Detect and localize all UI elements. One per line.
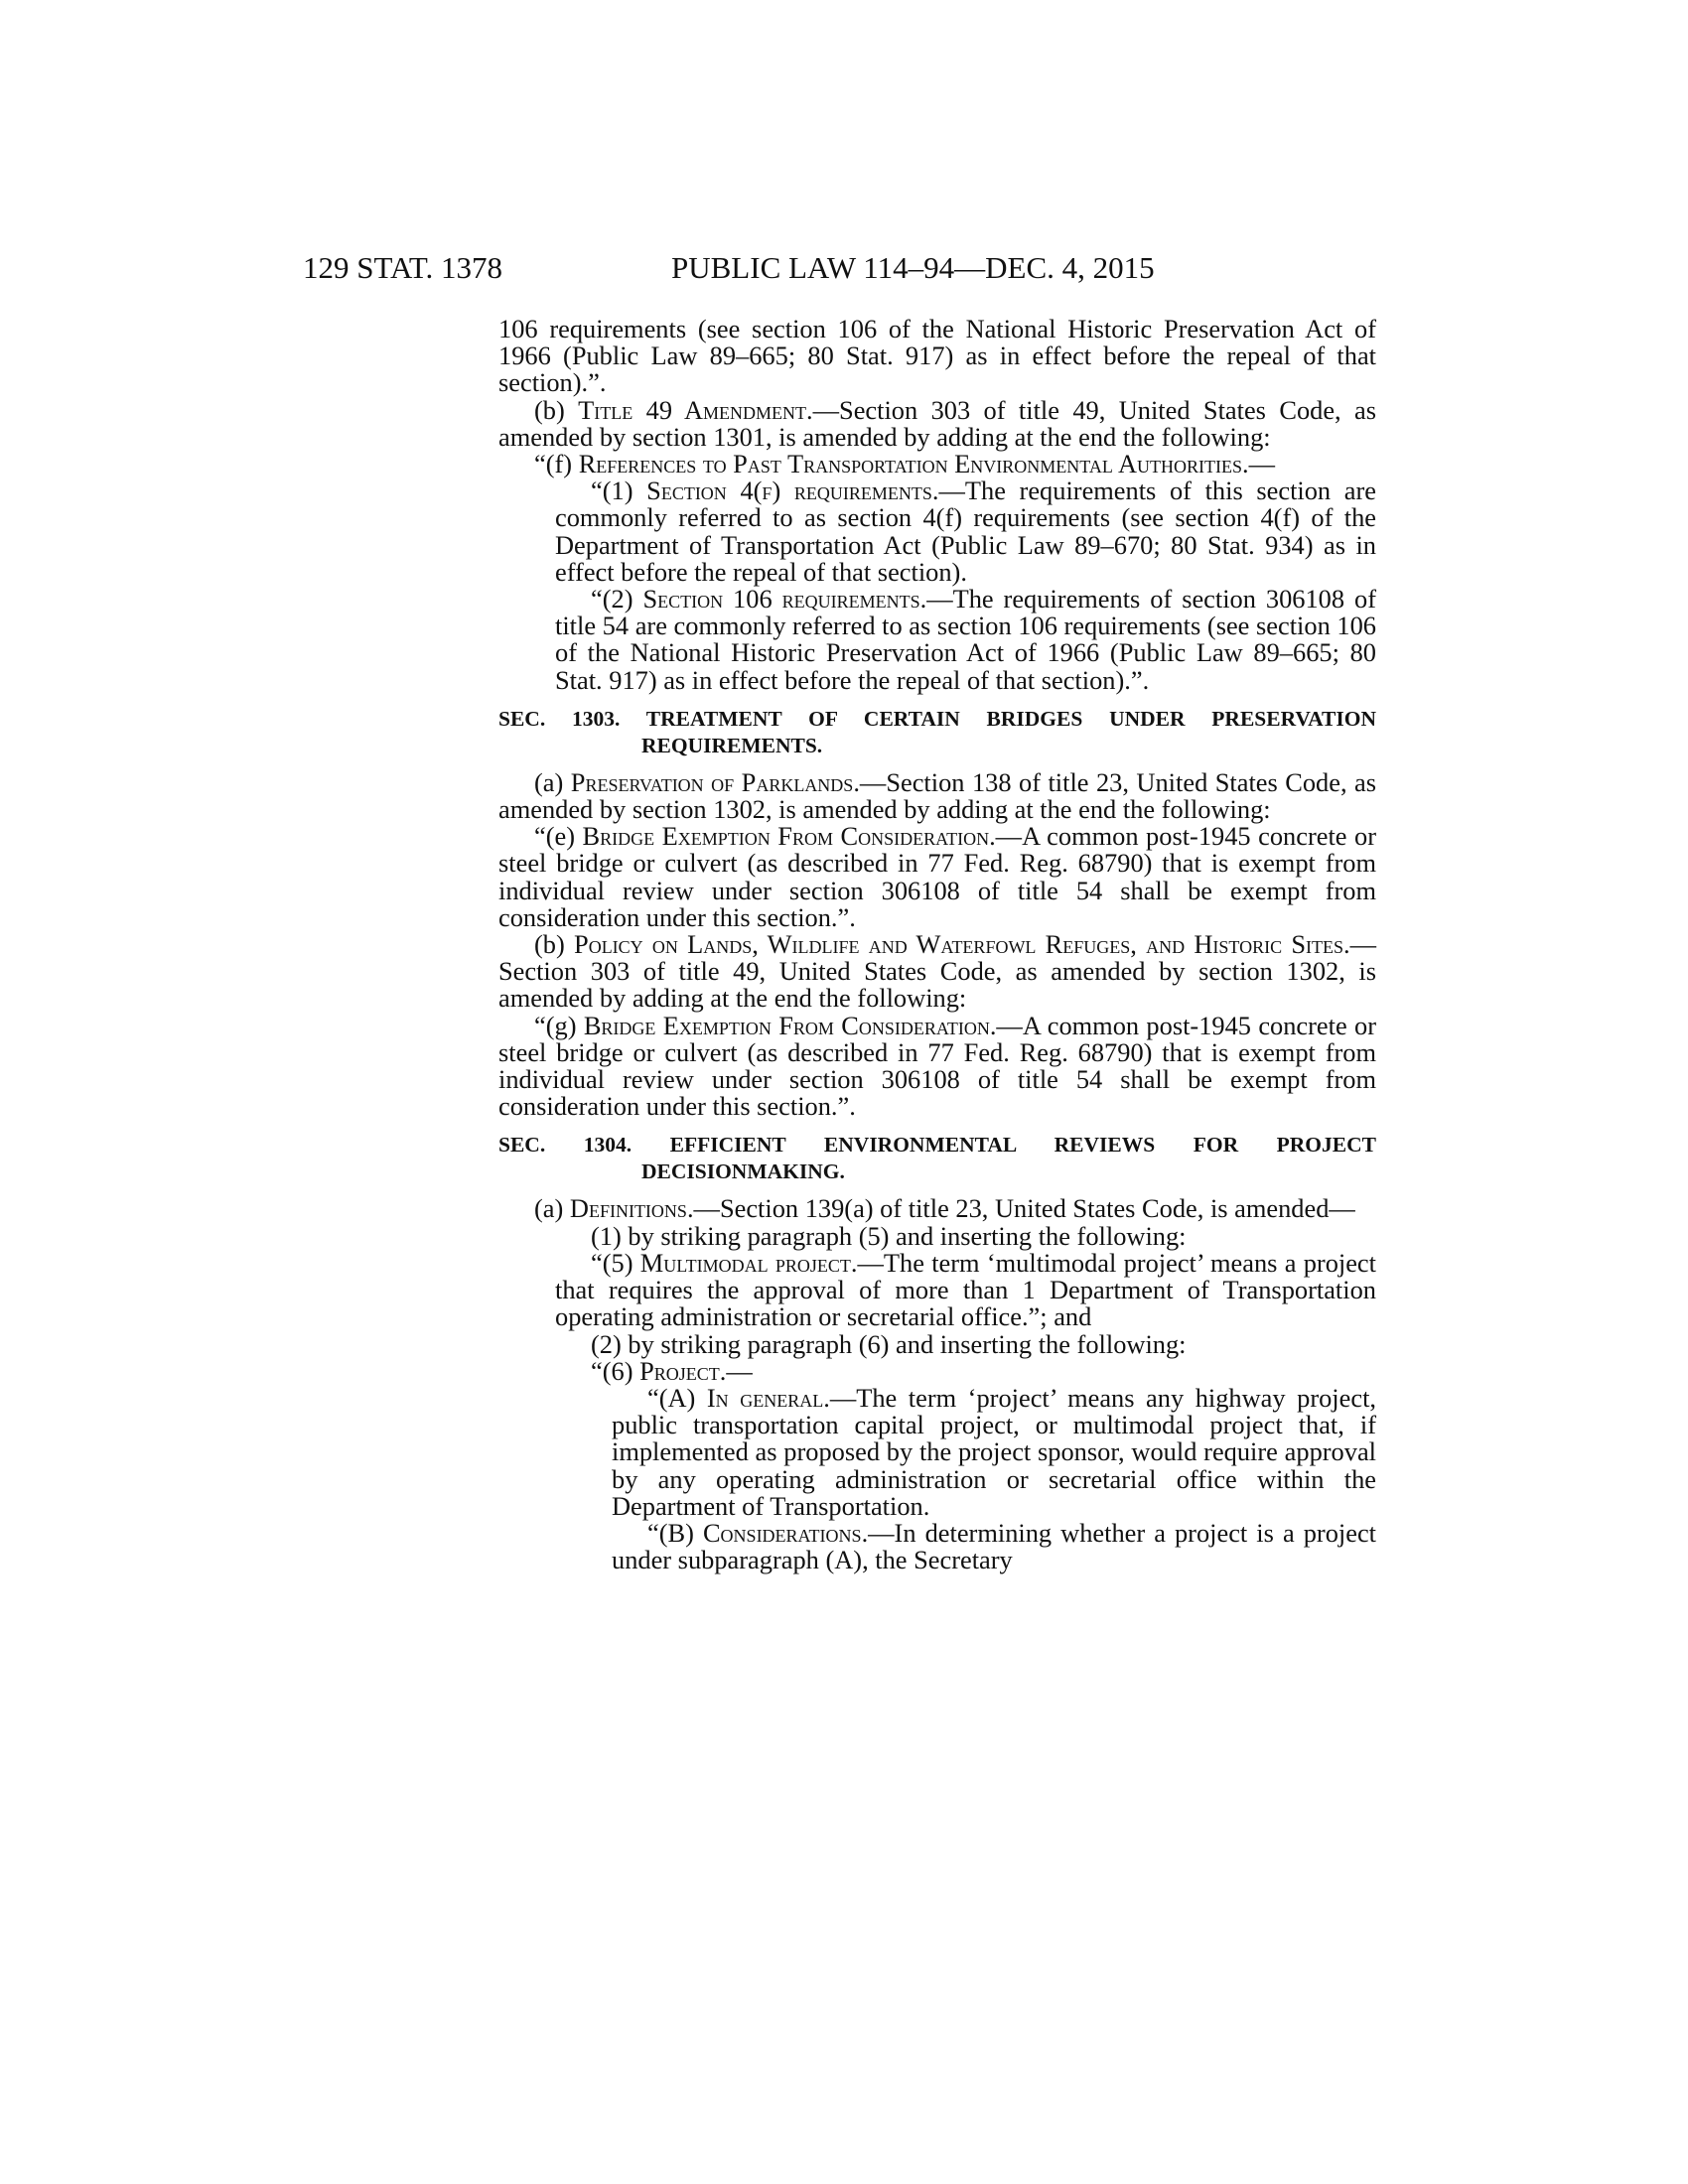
paragraph-b-policy-on-lands: (b) Policy on Lands, Wildlife and Waterfowl Refuges, and Historic Sites.—Section 303 of title 49, United States Code, as amended by section 1302, is amended by adding at the end the following: — [498, 929, 1376, 1014]
paragraph-b-title-49-amendment: (b) Title 49 Amendment.—Section 303 of title 49, United States Code, as amended by section 1301, is amended by adding at the end the following: — [498, 394, 1377, 452]
document-body — [498, 316, 1376, 1573]
section-1304-heading: SEC. 1304. EFFICIENT ENVIRONMENTAL REVIEWS FOR PROJECT DECISIONMAKING. — [498, 1133, 1376, 1184]
section-1303-heading: SEC. 1303. TREATMENT OF CERTAIN BRIDGES UNDER PRESERVATION REQUIREMENTS. — [498, 706, 1376, 757]
paragraph-g-bridge-exemption: “(g) Bridge Exemption From Consideration.—A common post-1945 concrete or steel bridge or culvert (as described in 77 Fed. Reg. 68790) that is exempt from individual review under section 306108 of title 54 shall be exempt from consideration under this section.”. — [498, 1010, 1377, 1122]
paragraph-2-strike-paragraph-6: (2) by striking paragraph (6) and inserting the following: — [591, 1328, 1187, 1359]
subparagraph-b-considerations: “(B) Considerations.—In determining whether a project is a project under subparagraph (A), the Secretary — [612, 1517, 1376, 1575]
paragraph-continuation: 106 requirements (see section 106 of the National Historic Preservation Act of 1966 (Public Law 89–665; 80 Stat. 917) as in effect before the repeal of that section).”. — [498, 314, 1376, 398]
paragraph-2-section-106: “(2) Section 106 requirements.—The requirements of section 306108 of title 54 are commonly referred to as section 106 requirements (see section 106 of the National Historic Preservation Act of 1966 (Public Law 89–665; 80 Stat. 917) as in effect before the repeal of that section).”. — [555, 584, 1376, 695]
paragraph-a-definitions: (a) Definitions.—Section 139(a) of title 23, United States Code, is amended— — [534, 1193, 1355, 1224]
paragraph-5-multimodal-project: “(5) Multimodal project.—The term ‘multimodal project’ means a project that requires the approval of more than 1 Department of Transportation operating administration or secretarial office.”; and — [555, 1247, 1376, 1332]
public-law-running-head: PUBLIC LAW 114–94—DEC. 4, 2015 — [671, 250, 1155, 285]
paragraph-a-preservation-of-parklands: (a) Preservation of Parklands.—Section 138 of title 23, United States Code, as amended by section 1302, is amended by adding at the end the following: — [498, 766, 1376, 825]
paragraph-6-project: “(6) Project.— — [591, 1355, 753, 1386]
paragraph-1-section-4f: “(1) Section 4(f) requirements.—The requirements of this section are commonly referred to as section 4(f) requirements (see section 4(f) of the Department of Transportation Act (Public Law 89–670; 80 Stat. 934) as in effect before the repeal of that section). — [555, 476, 1376, 587]
paragraph-1-strike-paragraph-5: (1) by striking paragraph (5) and inserting the following: — [591, 1220, 1187, 1251]
paragraph-e-bridge-exemption: “(e) Bridge Exemption From Consideration.—A common post-1945 concrete or steel bridge or culvert (as described in 77 Fed. Reg. 68790) that is exempt from individual review under section 306108 of title 54 shall be exempt from consideration under this section.”. — [498, 821, 1376, 932]
statute-page-reference: 129 STAT. 1378 — [303, 250, 503, 285]
page-header — [0, 250, 1688, 290]
paragraph-f-references: “(f) References to Past Transportation Environmental Authorities.— — [534, 449, 1276, 479]
subparagraph-a-in-general: “(A) In general.—The term ‘project’ means any highway project, public transportation capital project, or multimodal project that, if implemented as proposed by the project sponsor, would require approval by any operating administration or secretarial office within the Department of Transportation. — [612, 1382, 1376, 1521]
